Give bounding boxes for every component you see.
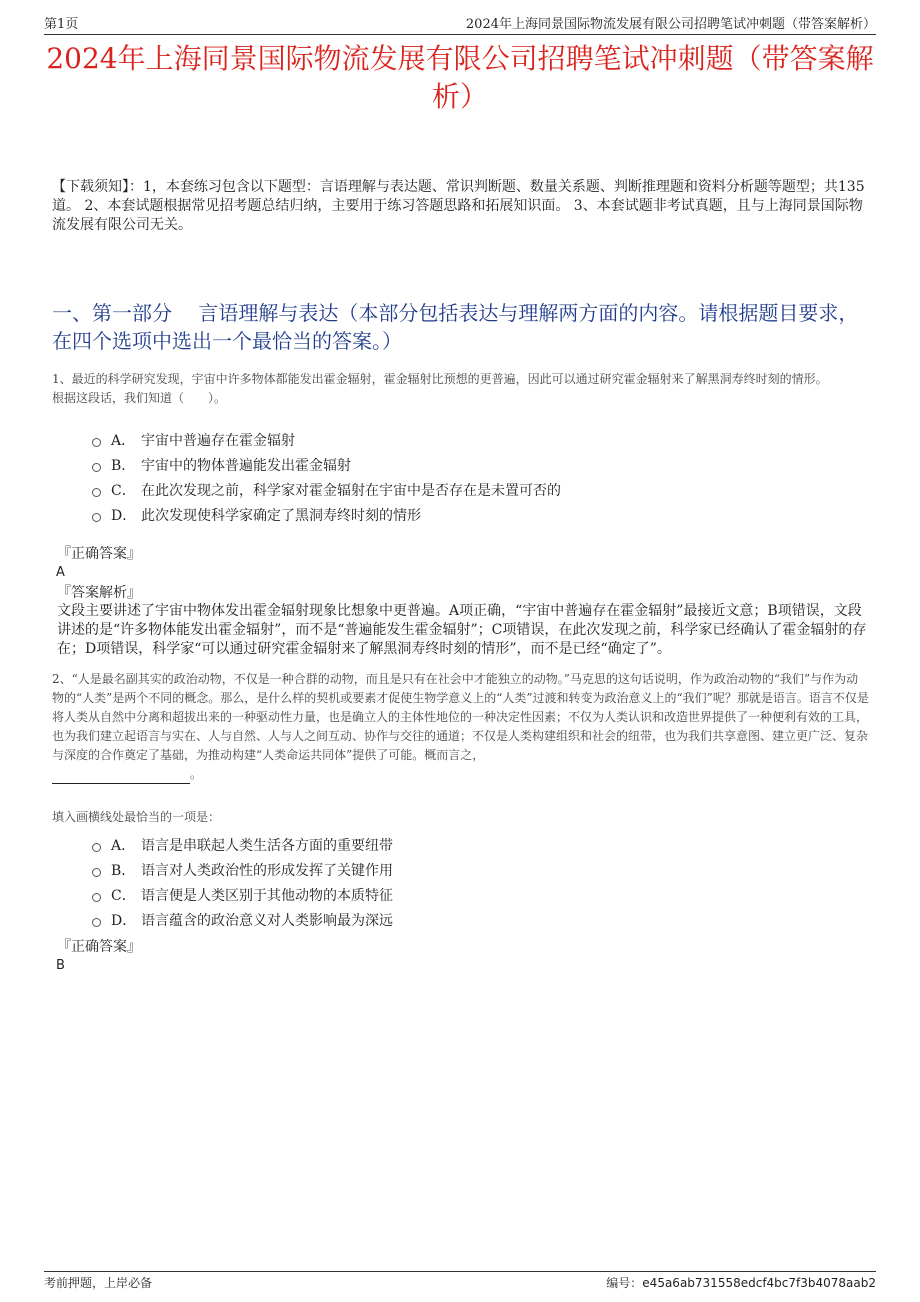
option-d[interactable]: D． 此次发现使科学家确定了黑洞寿终时刻的情形 <box>92 502 561 527</box>
answer-label: 『正确答案』 <box>57 939 141 955</box>
radio-icon[interactable] <box>92 868 101 877</box>
document-code: 编号：e45a6ab731558edcf4bc7f3b4078aab2 <box>606 1276 876 1290</box>
option-b[interactable]: B． 语言对人类政治性的形成发挥了关键作用 <box>92 857 393 882</box>
option-c[interactable]: C． 语言便是人类区别于其他动物的本质特征 <box>92 882 393 907</box>
answer-value: A <box>56 565 65 580</box>
question-1-prompt: 根据这段话，我们知道（ ）。 <box>52 391 227 405</box>
option-a[interactable]: A． 语言是串联起人类生活各方面的重要纽带 <box>92 832 393 857</box>
question-2-prompt: 填入画横线处最恰当的一项是： <box>52 810 221 824</box>
analysis-text: 文段主要讲述了宇宙中物体发出霍金辐射现象比想象中更普遍。A项正确，“宇宙中普遍存在霍金辐射”最接近文意；B项错误，文段讲述的是“许多物体能发出霍金辐射”，而不是“普遍能发生霍金辐射”；C项错误，在此次发现之前，科学家已经确认了霍金辐射的存在；D项错误，科学家“可以通过研究霍金辐射来了解黑洞寿终时刻的情形”，而不是已经“确定了”。 <box>57 603 867 657</box>
radio-icon[interactable] <box>92 843 101 852</box>
download-notice: 【下载须知】：1，本套练习包含以下题型：言语理解与表达题、常识判断题、数量关系题、判断推理题和资料分析题等题型；共135道。 2、本套试题根据常见招考题总结归纳，主要用于练习答题思路和拓展知识面。 3、本套试题非考试真题，且与上海同景国际物流发展有限公司无关。 <box>52 179 865 233</box>
analysis-label: 『答案解析』 <box>57 585 141 601</box>
option-d[interactable]: D． 语言蕴含的政治意义对人类影响最为深远 <box>92 907 393 932</box>
question-2-options <box>92 832 393 932</box>
answer-value: B <box>56 958 65 973</box>
question-1-stem: 1、最近的科学研究发现，宇宙中许多物体都能发出霍金辐射，霍金辐射比预想的更普遍，因此可以通过研究霍金辐射来了解黑洞寿终时刻的情形。 <box>52 372 828 386</box>
page-footer <box>44 1271 876 1291</box>
radio-icon[interactable] <box>92 438 101 447</box>
option-c[interactable]: C． 在此次发现之前，科学家对霍金辐射在宇宙中是否存在是未置可否的 <box>92 477 561 502</box>
radio-icon[interactable] <box>92 893 101 902</box>
radio-icon[interactable] <box>92 488 101 497</box>
question-1-options <box>92 427 561 527</box>
header-doc-title: 2024年上海同景国际物流发展有限公司招聘笔试冲刺题（带答案解析） <box>465 17 876 32</box>
option-a[interactable]: A． 宇宙中普遍存在霍金辐射 <box>92 427 561 452</box>
option-b[interactable]: B． 宇宙中的物体普遍能发出霍金辐射 <box>92 452 561 477</box>
radio-icon[interactable] <box>92 513 101 522</box>
page-header <box>44 12 876 35</box>
answer-label: 『正确答案』 <box>57 546 141 562</box>
question-2 <box>52 670 870 827</box>
radio-icon[interactable] <box>92 918 101 927</box>
section-title: 一、第一部分 言语理解与表达（本部分包括表达与理解两方面的内容。请根据题目要求，在四个选项中选出一个最恰当的答案。） <box>52 301 859 353</box>
radio-icon[interactable] <box>92 463 101 472</box>
answer-blank <box>52 771 190 784</box>
document-title: 2024年上海同景国际物流发展有限公司招聘笔试冲刺题（带答案解析） <box>46 42 874 113</box>
question-1 <box>52 370 870 408</box>
footer-slogan: 考前押题，上岸必备 <box>44 1276 153 1290</box>
page-number: 第1页 <box>44 17 79 32</box>
question-2-stem: 2、“人是最名副其实的政治动物，不仅是一种合群的动物，而且是只有在社会中才能独立的动物。”马克思的这句话说明，作为政治动物的“我们”与作为动物的“人类”是两个不同的概念。那么，是什么样的契机或要素才促使生物学意义上的“人类”过渡和转变为政治意义上的“我们”呢？那就是语言。语言不仅是将人类从自然中分离和超拔出来的一种驱动性力量，也是确立人的主体性地位的一种决定性因素；不仅为人类认识和改造世界提供了一种便利有效的工具，也为我们建立起语言与实在、人与自然、人与人之间互动、协作与交往的通道；不仅是人类构建组织和社会的纽带，也为我们共享意图、建立更广泛、复杂与深度的合作奠定了基础，为推动构建“人类命运共同体”提供了可能。概而言之， 。 <box>52 670 870 784</box>
